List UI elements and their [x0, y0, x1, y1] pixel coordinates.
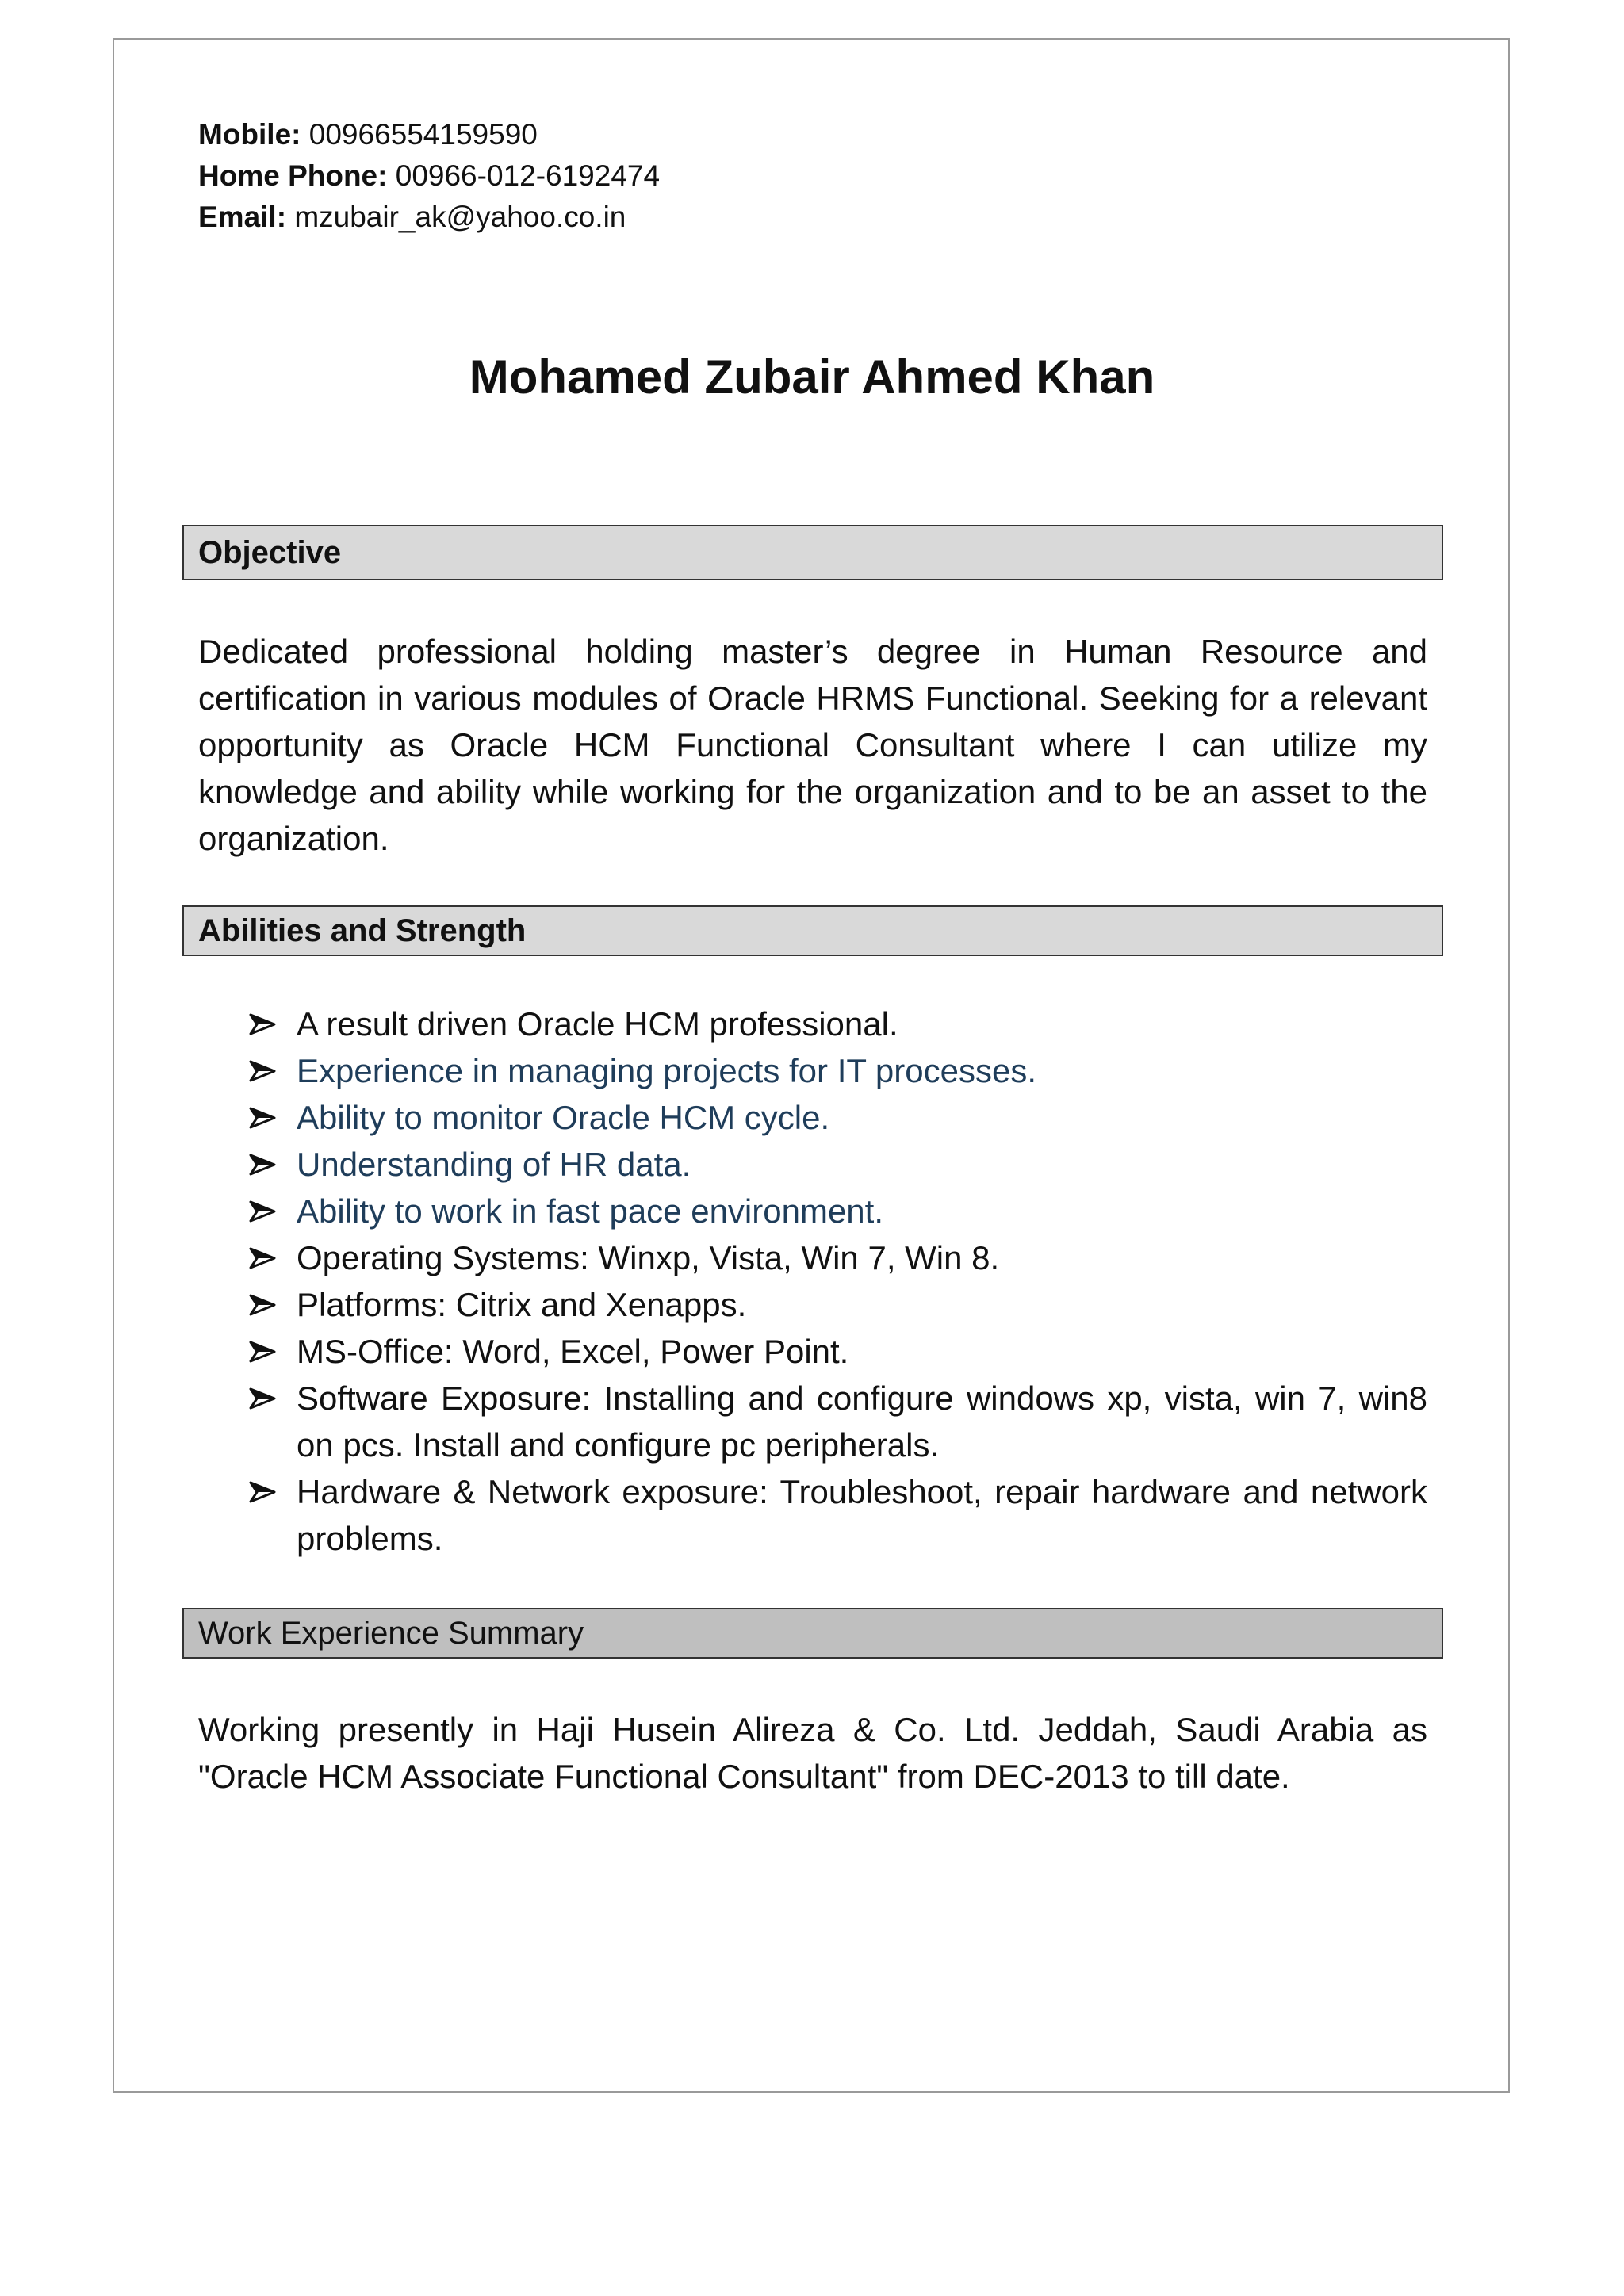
- ability-text: Platforms: Citrix and Xenapps.: [297, 1286, 747, 1323]
- abilities-heading: [182, 905, 1443, 956]
- ability-text: Ability to monitor Oracle HCM cycle.: [297, 1099, 830, 1136]
- arrowhead-bullet-icon: [249, 1047, 281, 1094]
- objective-heading-text: Objective: [198, 534, 342, 570]
- list-item: [246, 1328, 1427, 1375]
- arrowhead-bullet-icon: [249, 1281, 281, 1328]
- list-item: [246, 1188, 1427, 1234]
- arrowhead-bullet-icon: [249, 1234, 281, 1281]
- ability-text: Experience in managing projects for IT processes.: [297, 1052, 1037, 1089]
- abilities-list: [246, 1001, 1427, 1562]
- ability-text: Understanding of HR data.: [297, 1146, 691, 1183]
- list-item: [246, 1094, 1427, 1141]
- objective-heading: [182, 525, 1443, 580]
- arrowhead-bullet-icon: [249, 1001, 281, 1047]
- mobile-label: Mobile:: [198, 118, 301, 151]
- abilities-heading-text: Abilities and Strength: [198, 913, 527, 948]
- list-item: [246, 1375, 1427, 1468]
- ability-text: Operating Systems: Winxp, Vista, Win 7, Win 8.: [297, 1239, 1000, 1276]
- mobile-value: 00966554159590: [308, 118, 538, 151]
- arrowhead-bullet-icon: [249, 1468, 281, 1515]
- list-item: [246, 1047, 1427, 1094]
- work-experience-text: Working presently in Haji Husein Alireza & Co. Ltd. Jeddah, Saudi Arabia as "Oracle HCM Associate Functional Consultant" from DEC-2013 to till date.: [198, 1711, 1427, 1795]
- mobile-row: [198, 114, 660, 155]
- arrowhead-bullet-icon: [249, 1141, 281, 1188]
- work-experience-heading: [182, 1608, 1443, 1659]
- list-item: [246, 1281, 1427, 1328]
- arrowhead-bullet-icon: [249, 1188, 281, 1234]
- home-phone-row: [198, 155, 660, 197]
- email-label: Email:: [198, 201, 287, 233]
- ability-text: Software Exposure: Installing and configure windows xp, vista, win 7, win8 on pcs. Install and configure pc peripherals.: [297, 1380, 1427, 1464]
- arrowhead-bullet-icon: [249, 1328, 281, 1375]
- home-phone-value: 00966-012-6192474: [395, 159, 661, 192]
- arrowhead-bullet-icon: [249, 1094, 281, 1141]
- ability-text: Hardware & Network exposure: Troubleshoot, repair hardware and network problems.: [297, 1473, 1427, 1557]
- list-item: [246, 1001, 1427, 1047]
- list-item: [246, 1141, 1427, 1188]
- email-value: mzubair_ak@yahoo.co.in: [294, 201, 626, 233]
- ability-text: A result driven Oracle HCM professional.: [297, 1005, 898, 1043]
- work-experience-heading-text: Work Experience Summary: [198, 1615, 584, 1651]
- contact-block: [198, 114, 660, 238]
- ability-text: MS-Office: Word, Excel, Power Point.: [297, 1333, 849, 1370]
- home-phone-label: Home Phone:: [198, 159, 388, 192]
- candidate-name: Mohamed Zubair Ahmed Khan: [469, 350, 1155, 404]
- ability-text: Ability to work in fast pace environment.: [297, 1192, 884, 1230]
- list-item: [246, 1234, 1427, 1281]
- arrowhead-bullet-icon: [249, 1375, 281, 1422]
- email-row: [198, 197, 660, 238]
- objective-text: Dedicated professional holding master’s degree in Human Resource and certification in various modules of Oracle HRMS Functional. Seeking for a relevant opportunity as Oracle HCM Functional Consultant where I can utilize my knowledge and ability while working for the organization and to be an asset to the organization.: [198, 633, 1427, 857]
- list-item: [246, 1468, 1427, 1562]
